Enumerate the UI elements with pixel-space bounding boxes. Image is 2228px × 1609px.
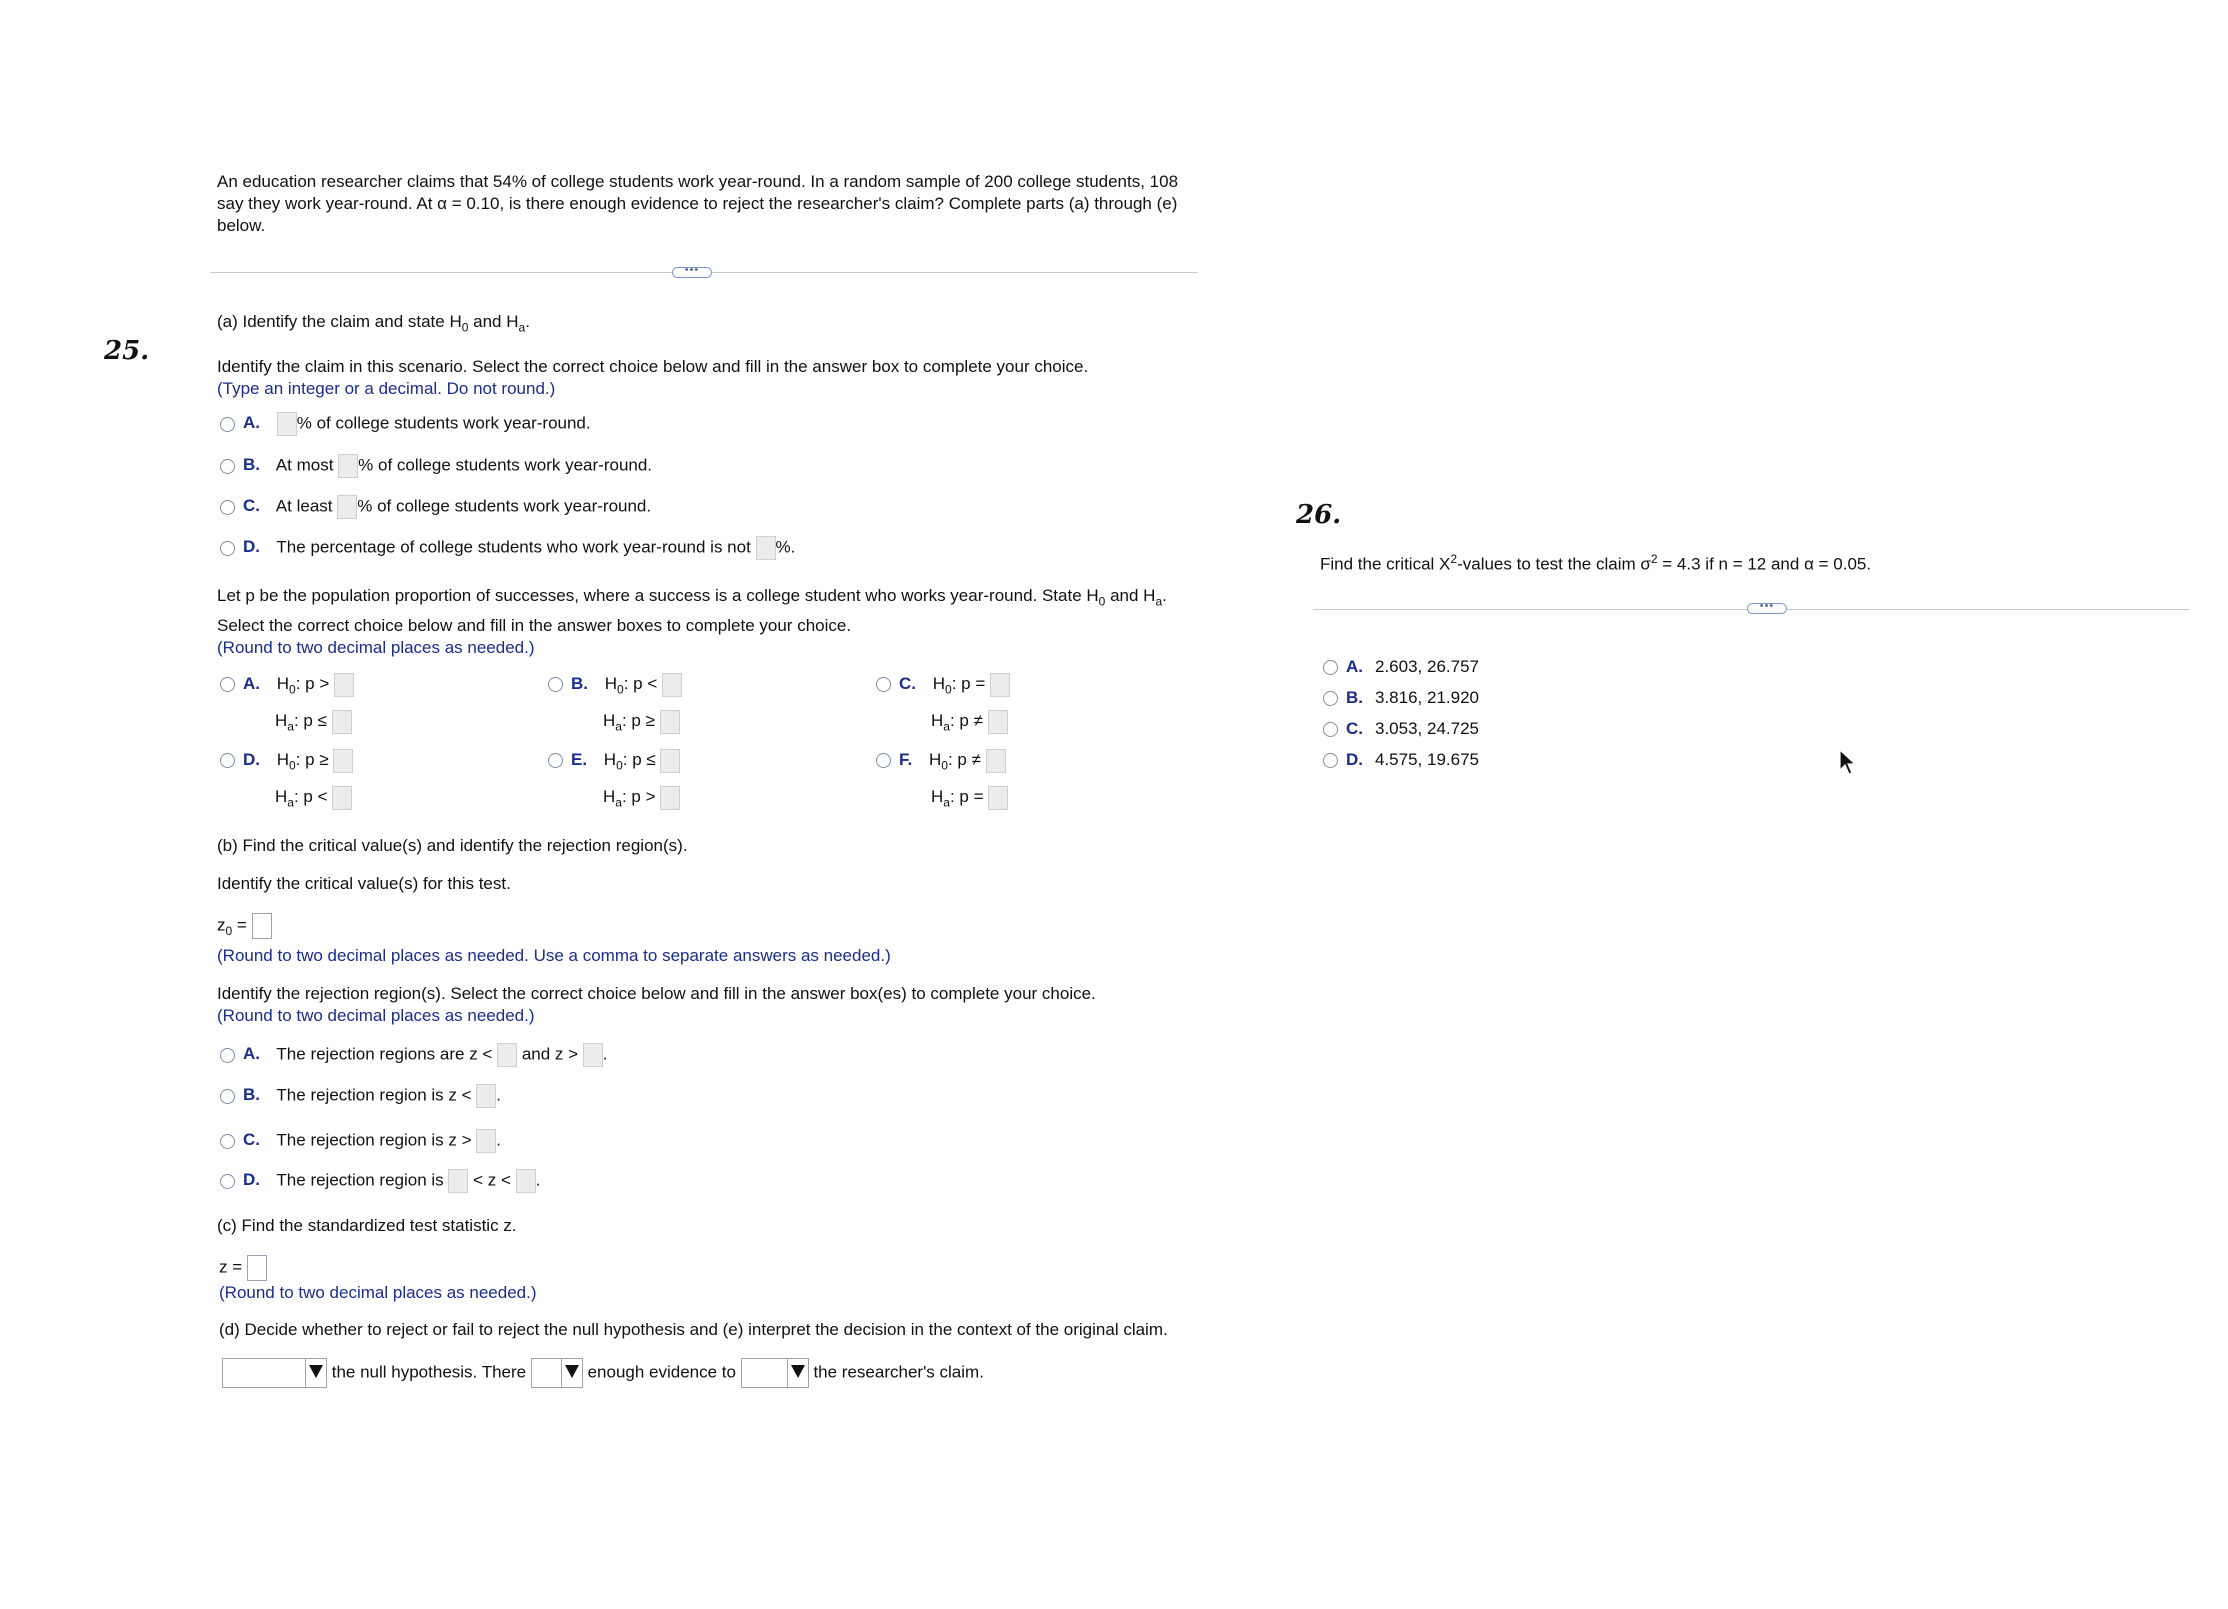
evidence-dropdown[interactable] [531,1358,583,1388]
answer-box[interactable] [986,749,1006,773]
hypotheses-hint: (Round to two decimal places as needed.) [217,638,535,657]
q26-option-b[interactable]: B. 3.816, 21.920 [1323,688,1479,708]
claim-option-b[interactable]: B. At most % of college students work year-round. [220,454,652,478]
answer-box[interactable] [660,786,680,810]
answer-box[interactable] [516,1169,536,1193]
rejection-instruction: Identify the rejection region(s). Select the correct choice below and fill in the answer box(es) to complete your choice. [217,984,1096,1003]
hypothesis-option-a[interactable]: A. $H_0$: p > $H_a$: p ≤ [220,668,354,743]
answer-box[interactable] [332,710,352,734]
radio-button[interactable] [220,1048,235,1063]
answer-box[interactable] [756,536,776,560]
radio-button[interactable] [220,753,235,768]
answer-box[interactable] [990,673,1010,697]
answer-box[interactable] [337,495,357,519]
radio-button[interactable] [548,677,563,692]
radio-button[interactable] [220,1174,235,1189]
z0-hint: (Round to two decimal places as needed. Use a comma to separate answers as needed.) [217,946,891,965]
z0-input[interactable] [252,913,272,939]
answer-box[interactable] [476,1129,496,1153]
radio-button[interactable] [548,753,563,768]
claim-hint: (Type an integer or a decimal. Do not round.) [217,379,556,398]
answer-box[interactable] [497,1043,517,1067]
handwritten-question-number-25: 25. [104,336,150,366]
mouse-cursor-icon [1838,748,1858,776]
answer-box[interactable] [332,786,352,810]
hypotheses-instruction: Let p be the population proportion of successes, where a success is a college student who works year-round. State $H_0$ and $H_a$. [217,586,1167,609]
hypothesis-option-c[interactable]: C. $H_0$: p = $H_a$: p ≠ [876,668,1010,743]
chevron-down-icon [309,1365,323,1378]
answer-box[interactable] [338,454,358,478]
answer-box[interactable] [476,1084,496,1108]
radio-button[interactable] [220,459,235,474]
part-c-heading: (c) Find the standardized test statistic z. [217,1216,517,1235]
expand-dots-button-26[interactable]: ••• [1747,603,1787,614]
radio-button[interactable] [876,753,891,768]
answer-box[interactable] [988,710,1008,734]
claim-option-c[interactable]: C. At least % of college students work year-round. [220,495,651,519]
hypothesis-option-d[interactable]: D. $H_0$: p ≥ $H_a$: p < [220,744,353,819]
radio-button[interactable] [220,1134,235,1149]
radio-button[interactable] [220,417,235,432]
radio-button[interactable] [1323,660,1338,675]
critical-value-instruction: Identify the critical value(s) for this test. [217,874,511,893]
handwritten-question-number-26: 26. [1296,500,1342,530]
q26-option-a[interactable]: A. 2.603, 26.757 [1323,657,1479,677]
answer-box[interactable] [660,710,680,734]
z0-answer-row: $z_0$ = [217,913,272,939]
rejection-hint: (Round to two decimal places as needed.) [217,1006,535,1025]
radio-button[interactable] [1323,722,1338,737]
radio-button[interactable] [220,1089,235,1104]
answer-box[interactable] [660,749,680,773]
answer-box[interactable] [662,673,682,697]
chevron-down-icon [565,1365,579,1378]
part-d-heading: (d) Decide whether to reject or fail to reject the null hypothesis and (e) interpret the decision in the context of the original claim. [219,1320,1168,1339]
z-hint: (Round to two decimal places as needed.) [219,1283,537,1302]
chevron-down-icon [791,1365,805,1378]
z-input[interactable] [247,1255,267,1281]
radio-button[interactable] [876,677,891,692]
radio-button[interactable] [220,541,235,556]
radio-button[interactable] [1323,753,1338,768]
part-b-heading: (b) Find the critical value(s) and identify the rejection region(s). [217,836,688,855]
claim-option-a[interactable]: A. % of college students work year-round. [220,412,591,436]
hypotheses-instruction-2: Select the correct choice below and fill in the answer boxes to complete your choice. [217,616,852,635]
answer-box[interactable] [988,786,1008,810]
answer-box[interactable] [333,749,353,773]
answer-box[interactable] [334,673,354,697]
decision-dropdown[interactable] [222,1358,327,1388]
z-answer-row: z = [219,1255,267,1281]
question-25-intro: An education researcher claims that 54% of college students work year-round. In a random sample of 200 college students, 108 say they work year-round. At α = 0.10, is there enough evidence to reject the researcher's claim? Complete parts (a) through (e) below. [217,172,1179,235]
hypothesis-option-b[interactable]: B. $H_0$: p < $H_a$: p ≥ [548,668,682,743]
part-a-heading: (a) Identify the claim and state $H_0$ and $H_a$. [217,312,530,335]
answer-box[interactable] [277,412,297,436]
radio-button[interactable] [1323,691,1338,706]
claim-option-d[interactable]: D. The percentage of college students who work year-round is not %. [220,536,795,560]
claim-action-dropdown[interactable] [741,1358,809,1388]
answer-box[interactable] [448,1169,468,1193]
question-26-prompt: Find the critical $X^2$-values to test the claim $\sigma^2 = 4.3$ if n = 12 and α = 0.05. [1320,552,1872,574]
rejection-option-d[interactable]: D. The rejection region is < z < . [220,1169,540,1193]
radio-button[interactable] [220,677,235,692]
rejection-option-a[interactable]: A. The rejection regions are z < and z > . [220,1043,608,1067]
expand-dots-button-25[interactable]: ••• [672,267,712,278]
rejection-option-c[interactable]: C. The rejection region is z > . [220,1129,501,1153]
q26-option-c[interactable]: C. 3.053, 24.725 [1323,719,1479,739]
hypothesis-option-e[interactable]: E. $H_0$: p ≤ $H_a$: p > [548,744,680,819]
decision-row: the null hypothesis. There enough evidence to the researcher's claim. [222,1358,984,1388]
rejection-option-b[interactable]: B. The rejection region is z < . [220,1084,501,1108]
radio-button[interactable] [220,500,235,515]
hypothesis-option-f[interactable]: F. $H_0$: p ≠ $H_a$: p = [876,744,1008,819]
answer-box[interactable] [583,1043,603,1067]
q26-option-d[interactable]: D. 4.575, 19.675 [1323,750,1479,770]
claim-instruction: Identify the claim in this scenario. Select the correct choice below and fill in the answer box to complete your choice. [217,357,1089,376]
